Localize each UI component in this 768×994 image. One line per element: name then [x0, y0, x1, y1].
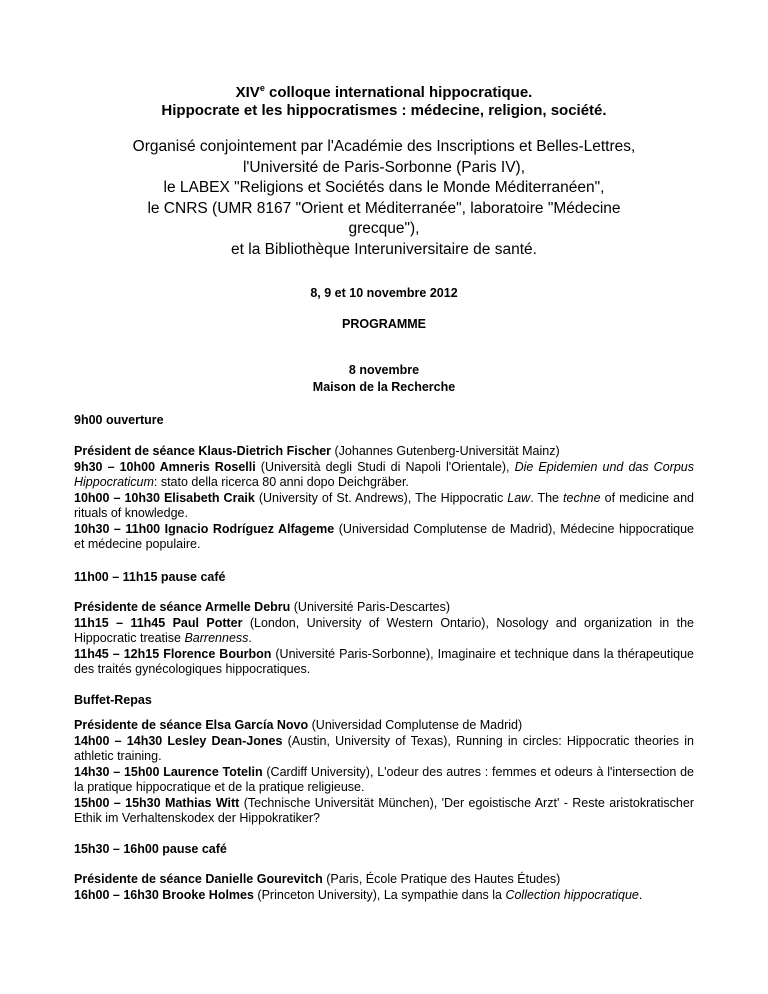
title-numeral: XIV — [235, 84, 260, 101]
talk-entry: 15h00 – 15h30 Mathias Witt (Technische Universität München), 'Der egoistische Arzt' - Reste aristokratischer Ethik im Verhaltenskodex der Hippokratiker? — [74, 795, 694, 825]
talk-entry: 11h15 – 11h45 Paul Potter (London, University of Western Ontario), Nosology and organization in the Hippocratic treatise Barrenness. — [74, 615, 694, 645]
session-chair: Présidente de séance Armelle Debru (Université Paris-Descartes) — [74, 600, 451, 614]
session-chair: Présidente de séance Elsa García Novo (Universidad Complutense de Madrid) — [74, 718, 523, 732]
talk-entry: 14h00 – 14h30 Lesley Dean-Jones (Austin, University of Texas), Running in circles: Hippocratic theories in athletic training. — [74, 733, 694, 763]
talk-entry: 10h00 – 10h30 Elisabeth Craik (University of St. Andrews), The Hippocratic Law. The techne of medicine and rituals of knowledge. — [74, 490, 694, 520]
organizer-line: le CNRS (UMR 8167 "Orient et Méditerranée", laboratoire "Médecine — [147, 199, 621, 217]
session-1 — [74, 444, 694, 553]
organizer-line: le LABEX "Religions et Sociétés dans le Monde Méditerranéen", — [163, 179, 605, 196]
break-label: 15h30 – 16h00 pause café — [74, 842, 227, 856]
organizer-line: grecque"), — [348, 220, 420, 237]
lunch-slot — [74, 693, 694, 709]
break-label: 11h00 – 11h15 pause café — [74, 570, 226, 584]
organizer-line: et la Bibliothèque Interuniversitaire de santé. — [231, 240, 537, 258]
talk-entry: 16h00 – 16h30 Brooke Holmes (Princeton University), La sympathie dans la Collection hippocratique. — [74, 887, 643, 902]
talk-entry: 9h30 – 10h00 Amneris Roselli (Università degli Studi di Napoli l'Orientale), Die Epidemien und das Corpus Hippocraticum: stato della ricerca 80 anni dopo Deichgräber. — [74, 459, 694, 489]
session-2 — [74, 600, 694, 678]
talk-entry: 11h45 – 12h15 Florence Bourbon (Université Paris-Sorbonne), Imaginaire et technique dans la thérapeutique des traités gynécologiques hippocratiques. — [74, 646, 694, 676]
programme-heading: PROGRAMME — [341, 317, 427, 331]
day-heading: 8 novembre — [348, 363, 420, 377]
break-slot — [74, 570, 694, 586]
session-chair: Présidente de séance Danielle Gourevitch (Paris, École Pratique des Hautes Études) — [74, 872, 561, 886]
organizers-block — [90, 137, 678, 260]
event-dates: 8, 9 et 10 novembre 2012 — [310, 286, 458, 300]
venue-heading: Maison de la Recherche — [312, 380, 456, 394]
colloquium-subtitle: Hippocrate et les hippocratismes : médecine, religion, société. — [161, 102, 607, 119]
colloquium-title — [0, 78, 768, 103]
session-3 — [74, 718, 694, 827]
opening-slot — [74, 413, 694, 429]
opening-label: 9h00 ouverture — [74, 413, 164, 427]
session-chair: Président de séance Klaus-Dietrich Fischer (Johannes Gutenberg-Universität Mainz) — [74, 444, 560, 458]
talk-entry: 14h30 – 15h00 Laurence Totelin (Cardiff University), L'odeur des autres : femmes et odeurs à l'intersection de la pratique hippocratique et de la pratique religieuse. — [74, 764, 694, 794]
talk-entry: 10h30 – 11h00 Ignacio Rodríguez Alfageme (Universidad Complutense de Madrid), Médecine hippocratique et médecine populaire. — [74, 521, 695, 551]
title-superscript: e — [259, 83, 265, 93]
title-text: colloque international hippocratique. — [264, 84, 533, 101]
organizer-line: l'Université de Paris-Sorbonne (Paris IV), — [242, 158, 526, 176]
break-slot — [74, 842, 694, 858]
session-4 — [74, 872, 694, 903]
organizer-line: Organisé conjointement par l'Académie des Inscriptions et Belles-Lettres, — [132, 138, 636, 155]
lunch-label: Buffet-Repas — [74, 693, 152, 707]
